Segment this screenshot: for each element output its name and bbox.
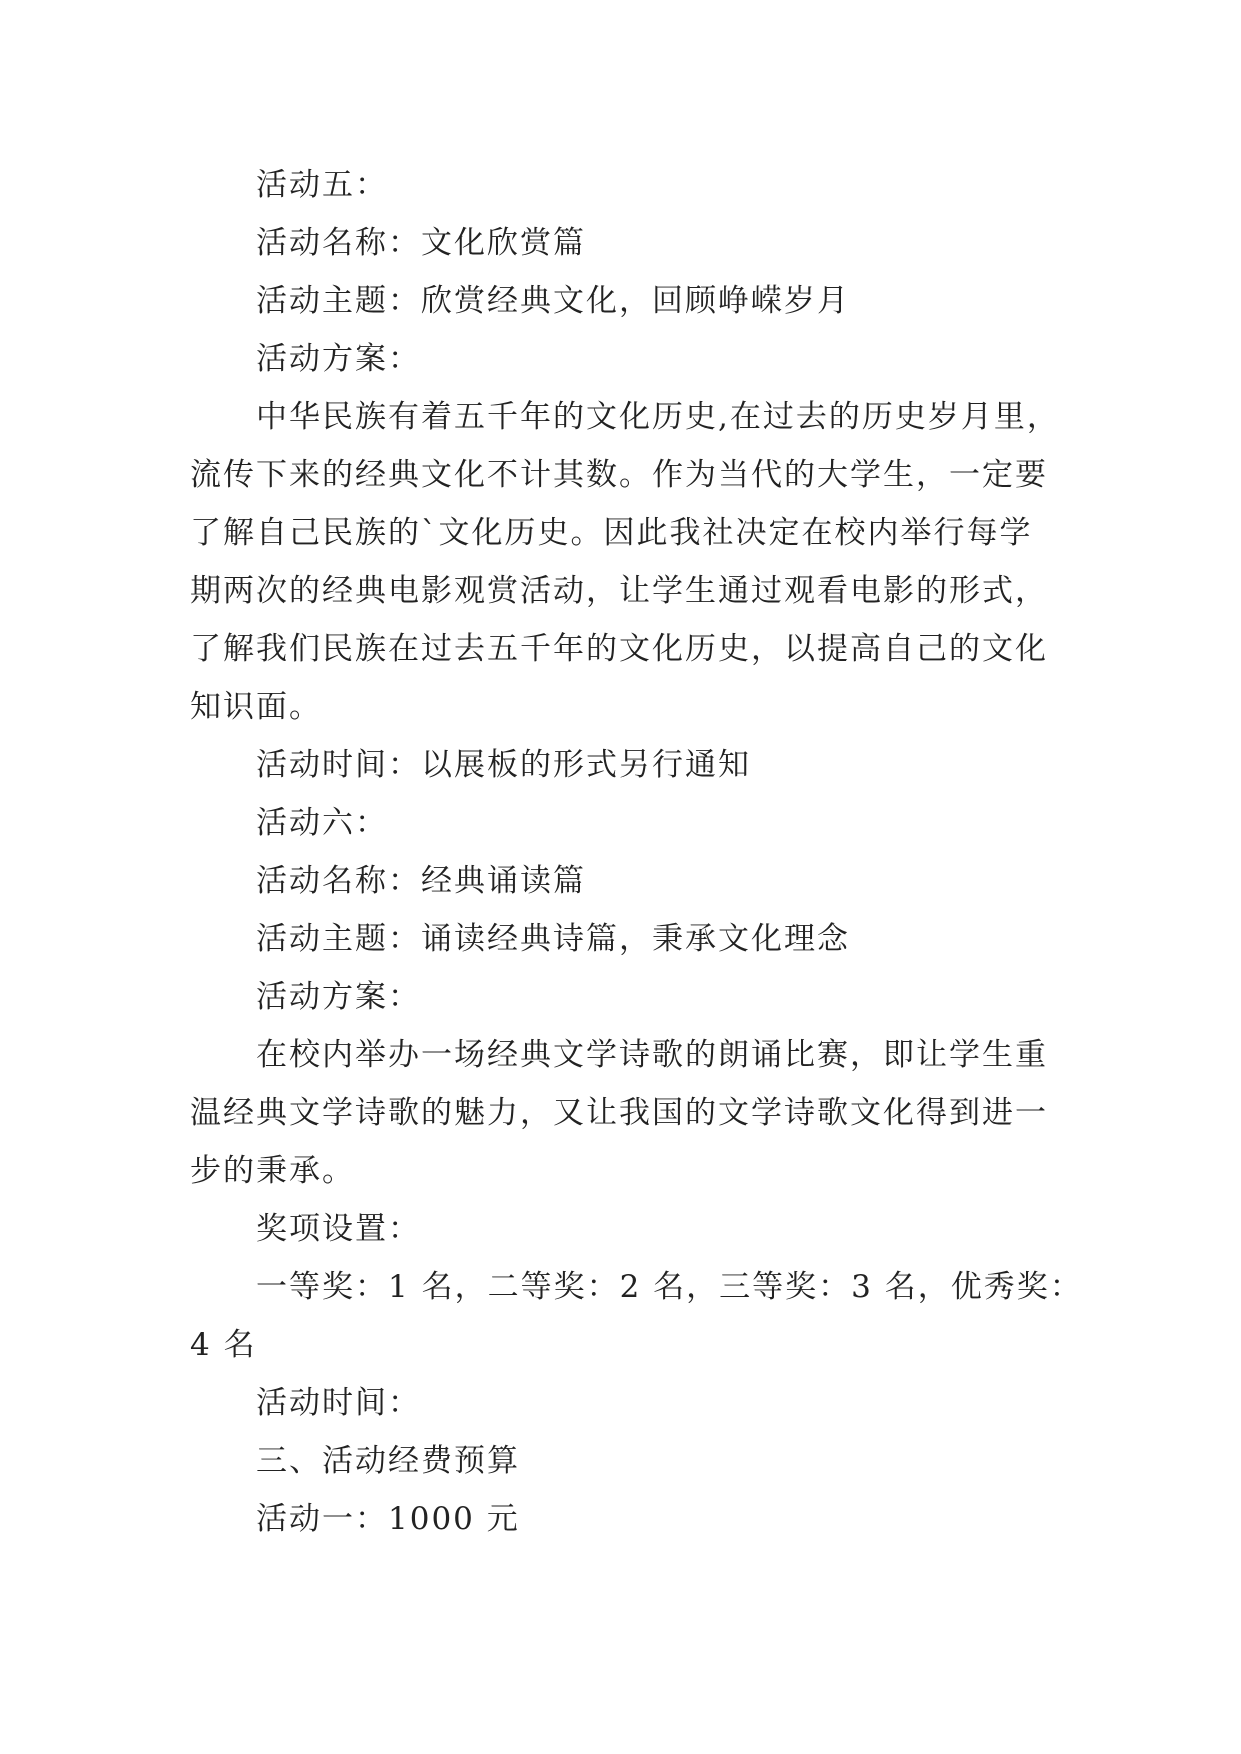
paragraph-line: 了解自己民族的`文化历史。因此我社决定在校内举行每学 — [190, 515, 1033, 551]
paragraph-line: 了解我们民族在过去五千年的文化历史，以提高自己的文化 — [190, 631, 1048, 667]
paragraph-line: 流传下来的经典文化不计其数。作为当代的大学生，一定要 — [190, 457, 1048, 493]
activity6-name: 活动名称：经典诵读篇 — [256, 863, 586, 899]
activity5-name: 活动名称：文化欣赏篇 — [256, 225, 586, 261]
activity6-plan-paragraph — [190, 1026, 1060, 1200]
paragraph-line: 温经典文学诗歌的魅力，又让我国的文学诗歌文化得到进一 — [190, 1095, 1048, 1131]
paragraph-line: 知识面。 — [190, 689, 322, 725]
paragraph-line: 中华民族有着五千年的文化历史,在过去的历史岁月里， — [256, 399, 1060, 435]
activity6-theme: 活动主题：诵读经典诗篇，秉承文化理念 — [256, 921, 850, 957]
activity5-heading: 活动五： — [256, 167, 388, 203]
activity6-plan-label: 活动方案： — [256, 979, 421, 1015]
budget-heading: 三、活动经费预算 — [256, 1443, 520, 1479]
activity5-plan-paragraph — [190, 388, 1060, 736]
paragraph-line: 期两次的经典电影观赏活动，让学生通过观看电影的形式， — [190, 573, 1048, 609]
paragraph-line: 一等奖：1 名，二等奖：2 名，三等奖：3 名，优秀奖： — [256, 1269, 1083, 1305]
activity6-awards-label: 奖项设置： — [256, 1211, 421, 1247]
document-page — [190, 156, 1083, 1548]
budget-item-1: 活动一：1000 元 — [256, 1501, 520, 1537]
activity5-plan-label: 活动方案： — [256, 341, 421, 377]
activity5-time: 活动时间：以展板的形式另行通知 — [256, 747, 751, 783]
paragraph-line: 4 名 — [190, 1327, 257, 1363]
activity6-heading: 活动六： — [256, 805, 388, 841]
paragraph-line: 在校内举办一场经典文学诗歌的朗诵比赛，即让学生重 — [256, 1037, 1048, 1073]
activity6-awards-paragraph — [190, 1258, 1083, 1374]
paragraph-line: 步的秉承。 — [190, 1153, 355, 1189]
activity6-time: 活动时间： — [256, 1385, 421, 1421]
activity5-theme: 活动主题：欣赏经典文化，回顾峥嵘岁月 — [256, 283, 850, 319]
